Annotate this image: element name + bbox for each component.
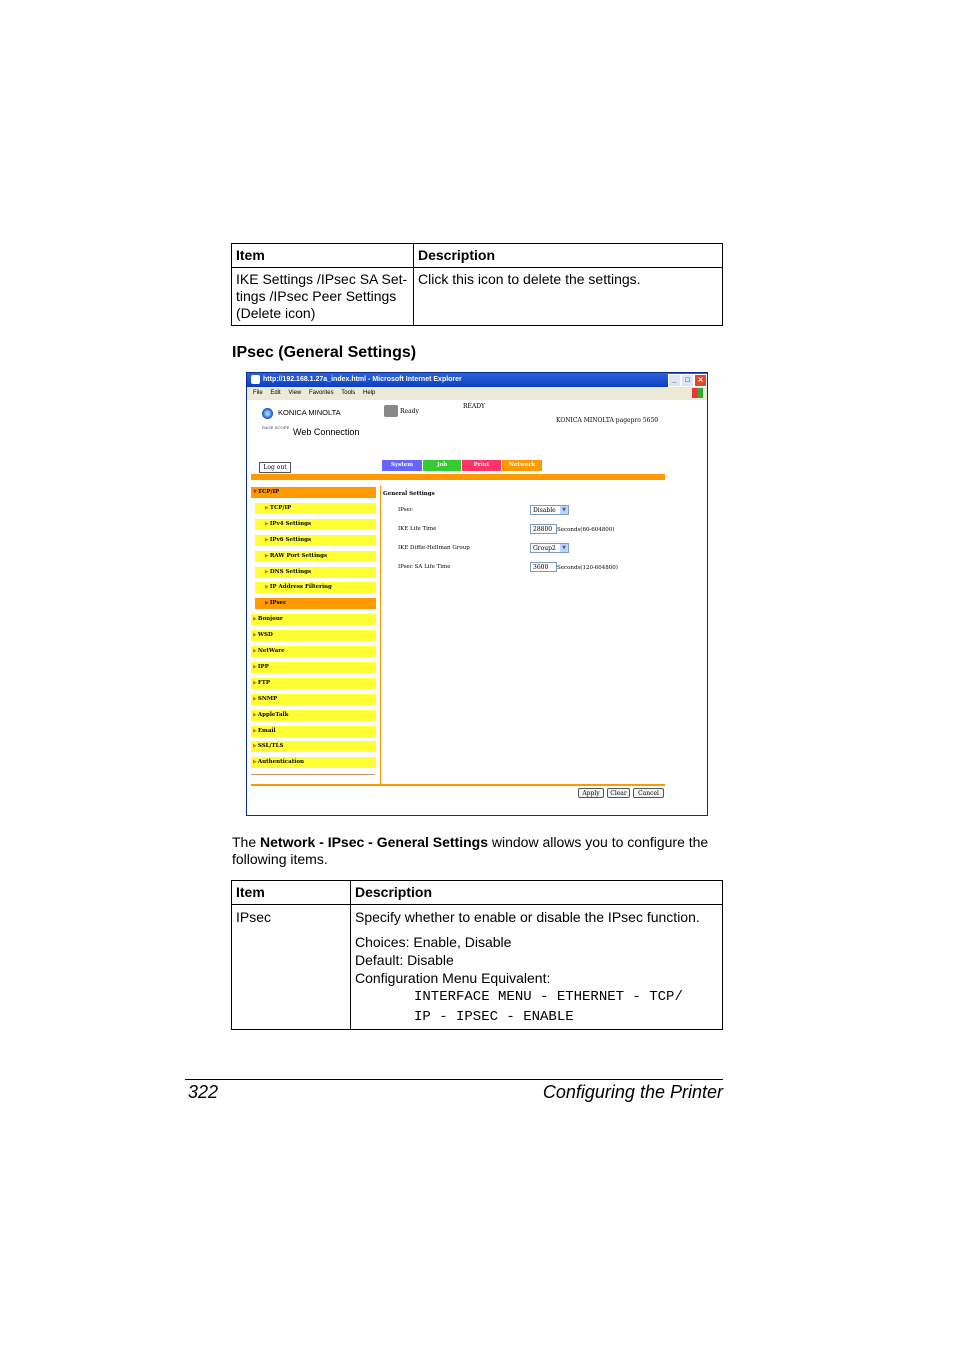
section-heading: IPsec (General Settings) <box>232 344 417 361</box>
header-divider <box>251 474 665 480</box>
desc-default: Default: Disable <box>355 952 454 968</box>
desc-menu-path: IP - IPSEC - ENABLE <box>414 1009 574 1025</box>
footer-rule <box>185 1079 723 1080</box>
apply-button[interactable]: Apply <box>578 788 604 798</box>
header-description: Description <box>414 244 723 268</box>
sidebar-item-label: FTP <box>257 679 270 686</box>
pagescope-logo: PAGE SCOPE <box>262 425 290 430</box>
menu-favorites[interactable]: Favorites <box>308 390 334 396</box>
sa-life-time-label: IPsec SA Life Time <box>398 564 451 570</box>
item-description-table-2 <box>231 880 723 1030</box>
header-item: Item <box>232 244 414 268</box>
sidebar-item-label: RAW Port Settings <box>269 552 328 559</box>
sidebar-item-label: AppleTalk <box>257 711 289 718</box>
item-line: (Delete icon) <box>236 305 316 321</box>
sidebar-item[interactable] <box>251 662 376 673</box>
cancel-button[interactable]: Cancel <box>633 788 664 798</box>
sidebar-item-label: DNS Settings <box>269 568 312 575</box>
ike-life-time-label: IKE Life Time <box>398 526 437 532</box>
triangle-right-icon: ▶ <box>253 711 257 718</box>
menu-help[interactable]: Help <box>362 390 376 396</box>
sidebar-item[interactable] <box>251 710 376 721</box>
maximize-icon[interactable]: □ <box>681 374 694 387</box>
body-paragraph <box>232 834 724 868</box>
sidebar-item-label: SSL/TLS <box>257 743 284 750</box>
paragraph-bold: Network - IPsec - General Settings <box>260 834 488 850</box>
triangle-right-icon: ▶ <box>253 648 257 654</box>
browser-menu-bar <box>247 387 707 400</box>
header-description: Description <box>351 881 723 905</box>
table-cell-item: IPsec <box>232 905 351 1030</box>
triangle-right-icon: ▶ <box>265 520 269 527</box>
sidebar-item-label: SNMP <box>257 695 278 702</box>
triangle-right-icon: ▶ <box>265 584 269 591</box>
triangle-down-icon: ▼ <box>253 489 257 495</box>
sidebar-item-label: IP Address Filtering <box>269 584 332 591</box>
desc-menu-equiv: Configuration Menu Equivalent: <box>355 970 551 986</box>
sidebar-item-label: IPsec <box>269 600 287 607</box>
sidebar-item[interactable] <box>255 503 376 514</box>
windows-logo-icon <box>692 388 703 398</box>
sidebar-item[interactable] <box>251 487 376 498</box>
clear-button[interactable]: Clear <box>607 788 630 798</box>
sidebar-item[interactable] <box>251 726 376 737</box>
triangle-right-icon: ▶ <box>253 727 257 734</box>
item-description-table-1 <box>231 243 723 326</box>
brand-name: KONICA MINOLTA <box>278 408 341 417</box>
sidebar-item[interactable] <box>251 630 376 641</box>
table-row <box>232 905 723 1030</box>
sidebar-item[interactable] <box>251 741 376 752</box>
minimize-icon[interactable]: _ <box>668 374 681 387</box>
sa-life-time-input[interactable]: 3600 <box>530 562 557 572</box>
sidebar-item-label: TCP/IP <box>257 489 280 495</box>
triangle-right-icon: ▶ <box>253 663 257 670</box>
sidebar-item[interactable] <box>251 757 376 768</box>
table-row <box>232 268 723 326</box>
dh-group-select[interactable] <box>530 543 569 553</box>
header-item: Item <box>232 881 351 905</box>
sidebar-item[interactable] <box>255 535 376 546</box>
logout-button[interactable]: Log out <box>259 462 291 473</box>
sidebar-item[interactable] <box>255 582 376 593</box>
sidebar-divider <box>251 774 375 775</box>
konica-minolta-logo-icon <box>262 408 273 419</box>
triangle-right-icon: ▶ <box>265 552 269 559</box>
menu-edit[interactable]: Edit <box>270 390 281 396</box>
tab-print[interactable]: Print <box>462 460 501 471</box>
printer-model: KONICA MINOLTA pagepro 5650 <box>556 417 659 424</box>
sidebar-item-label: TCP/IP <box>269 504 292 511</box>
status-label: Ready <box>400 408 419 415</box>
chevron-down-icon: ▼ <box>560 544 568 552</box>
sidebar-item-label: Email <box>257 727 276 734</box>
table-header-row <box>232 881 723 905</box>
sidebar-item[interactable] <box>255 551 376 562</box>
sidebar-item-label: NetWare <box>257 648 285 654</box>
sidebar-item-label: IPP <box>257 663 269 670</box>
paragraph-post: window allows you to configure the following items. <box>232 834 709 867</box>
sidebar-item[interactable] <box>251 694 376 705</box>
chapter-title: Configuring the Printer <box>542 1082 723 1102</box>
sidebar-item[interactable] <box>251 678 376 689</box>
sidebar-item-label: IPv6 Settings <box>269 536 312 543</box>
sidebar-item[interactable] <box>251 646 376 657</box>
table-cell-description: Click this icon to delete the settings. <box>414 268 723 326</box>
printer-status-icon <box>384 405 398 417</box>
triangle-right-icon: ▶ <box>265 504 269 511</box>
tab-network[interactable]: Network <box>502 460 542 471</box>
triangle-right-icon: ▶ <box>253 679 257 686</box>
ipsec-select-value: Disable <box>533 507 556 514</box>
item-line: IKE Settings /IPsec SA Set- <box>236 271 408 287</box>
web-connection-screenshot <box>246 372 708 816</box>
desc-line: Specify whether to enable or disable the IPsec function. <box>355 909 700 925</box>
desc-menu-path: INTERFACE MENU - ETHERNET - TCP/ <box>414 989 683 1005</box>
triangle-right-icon: ▶ <box>265 600 269 607</box>
table-cell-description <box>351 905 723 1030</box>
sidebar-item[interactable] <box>255 567 376 578</box>
sa-life-time-hint: Seconds(120-604800) <box>557 565 618 571</box>
dh-group-select-value: Group2 <box>533 545 556 552</box>
close-icon[interactable]: ✕ <box>694 374 707 387</box>
table-header-row <box>232 244 723 268</box>
window-title: http://192.168.1.27a_index.html - Microsoft Internet Explorer <box>263 376 462 383</box>
sidebar-item-label: Authentication <box>257 759 305 766</box>
sidebar-item[interactable] <box>251 614 376 625</box>
chevron-down-icon: ▼ <box>560 506 568 514</box>
sidebar-item-label: Bonjour <box>257 616 283 623</box>
triangle-right-icon: ▶ <box>265 568 269 575</box>
web-connection-title: Web Connection <box>293 427 360 437</box>
page-content <box>247 400 707 815</box>
footer-divider <box>251 784 665 786</box>
ike-life-time-input[interactable]: 28800 <box>530 524 557 534</box>
menu-tools[interactable]: Tools <box>341 390 356 396</box>
sidebar-item[interactable] <box>255 598 376 609</box>
triangle-right-icon: ▶ <box>265 536 269 543</box>
sidebar-item-label: IPv4 Settings <box>269 520 312 527</box>
ipsec-select[interactable] <box>530 505 569 515</box>
browser-title-bar <box>247 373 707 387</box>
table-cell-item <box>232 268 414 326</box>
paragraph-pre: The <box>232 834 261 850</box>
ike-life-time-hint: Seconds(60-604800) <box>557 527 615 533</box>
menu-file[interactable]: File <box>253 390 263 396</box>
triangle-right-icon: ▶ <box>253 616 257 623</box>
dh-group-label: IKE Diffie-Hellman Group <box>398 545 470 551</box>
triangle-right-icon: ▶ <box>253 743 257 750</box>
desc-choices: Choices: Enable, Disable <box>355 934 512 950</box>
tab-job[interactable]: Job <box>423 460 461 471</box>
ie-icon <box>251 375 260 384</box>
sidebar-item[interactable] <box>255 519 376 530</box>
sidebar-item-label: WSD <box>257 632 273 639</box>
tab-system[interactable]: System <box>382 460 422 471</box>
page-number: 322 <box>188 1082 219 1102</box>
triangle-right-icon: ▶ <box>253 759 257 766</box>
triangle-right-icon: ▶ <box>253 632 257 639</box>
item-line: tings /IPsec Peer Settings <box>236 288 397 304</box>
ipsec-label: IPsec <box>398 507 413 513</box>
status-value: READY <box>463 403 486 410</box>
triangle-right-icon: ▶ <box>253 695 257 702</box>
form-title: General Settings <box>383 491 435 497</box>
panel-divider <box>380 486 381 786</box>
menu-view[interactable]: View <box>288 390 302 396</box>
